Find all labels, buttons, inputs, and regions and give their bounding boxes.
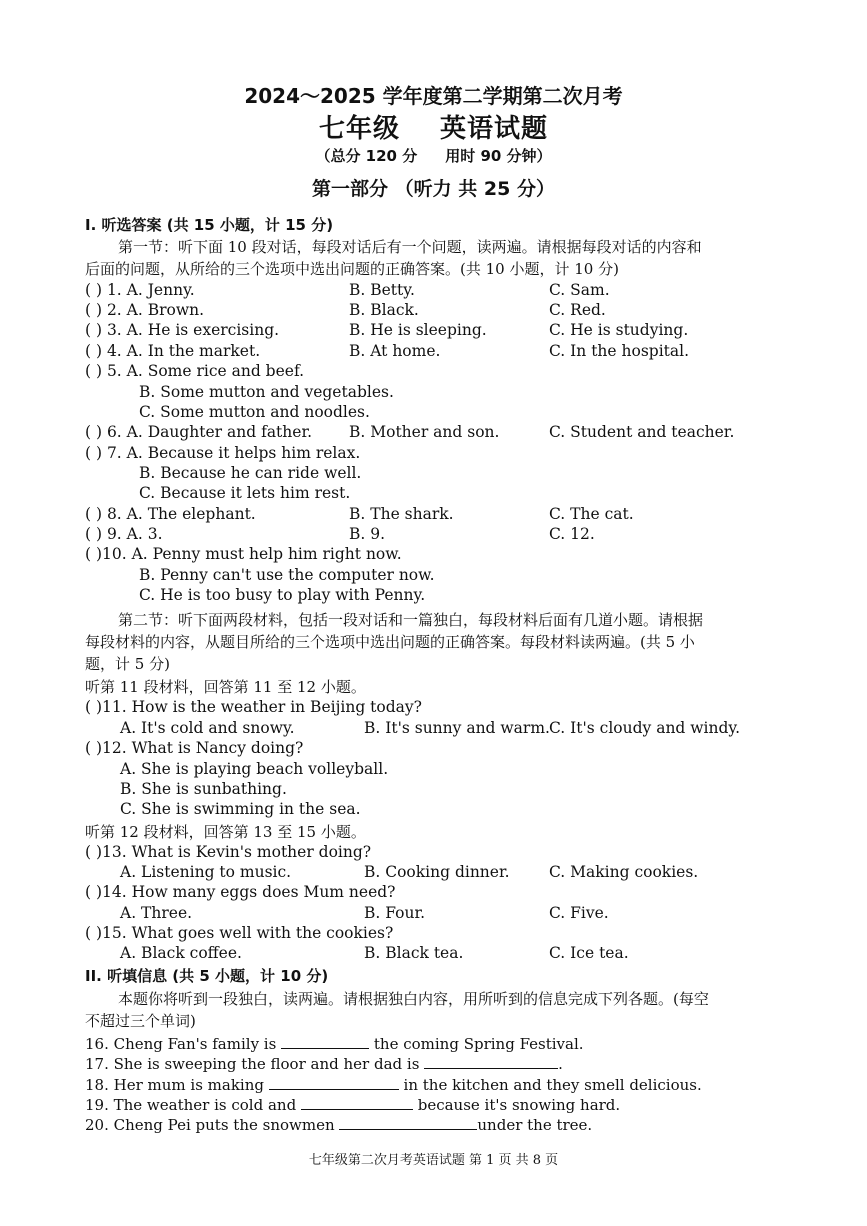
question-13-b: B. Cooking dinner.: [364, 863, 510, 881]
question-12-b-row: [0, 780, 867, 800]
question-5-b: B. Some mutton and vegetables.: [139, 383, 394, 401]
question-13-options: [0, 863, 867, 883]
question-3-c: C. He is studying.: [549, 321, 689, 339]
page-footer: 七年级第二次月考英语试题 第 1 页 共 8 页: [308, 1153, 559, 1168]
section-two-intro-1: 本题你将听到一段独白，读两遍。请根据独白内容，用所听到的信息完成下列各题。(每空: [118, 990, 709, 1008]
question-18: [85, 1075, 702, 1094]
question-20: [85, 1115, 592, 1134]
question-4-a: ( ) 4. A. In the market.: [85, 342, 261, 360]
question-11-b: B. It's sunny and warm.: [364, 719, 550, 737]
question-1-a: ( ) 1. A. Jenny.: [85, 281, 195, 299]
question-8-b: B. The shark.: [349, 505, 454, 523]
question-5-c-row: [0, 403, 867, 423]
question-6-a: ( ) 6. A. Daughter and father.: [85, 423, 313, 441]
question-15-b: B. Black tea.: [364, 944, 464, 962]
section-two-title: II. 听填信息 (共 5 小题，计 10 分): [85, 967, 329, 985]
question-10-b: B. Penny can't use the computer now.: [139, 566, 435, 584]
question-18-blank[interactable]: [269, 1075, 399, 1090]
question-15-c: C. Ice tea.: [549, 944, 629, 962]
question-7-b-row: [0, 464, 867, 484]
question-13-a: A. Listening to music.: [120, 863, 292, 881]
question-14-options: [0, 904, 867, 924]
question-6-b: B. Mother and son.: [349, 423, 500, 441]
question-18-before: 18. Her mum is making: [85, 1076, 264, 1094]
question-14-stem: ( )14. How many eggs does Mum need?: [85, 883, 396, 901]
question-14-b: B. Four.: [364, 904, 426, 922]
question-12-stem: ( )12. What is Nancy doing?: [85, 739, 304, 757]
exam-main-title: [0, 108, 867, 145]
question-15-options: [0, 944, 867, 964]
question-7-b: B. Because he can ride well.: [139, 464, 362, 482]
question-14-a: A. Three.: [120, 904, 193, 922]
question-4-b: B. At home.: [349, 342, 441, 360]
question-16-before: 16. Cheng Fan's family is: [85, 1035, 277, 1053]
question-9-c: C. 12.: [549, 525, 595, 543]
question-13-stem: ( )13. What is Kevin's mother doing?: [85, 843, 372, 861]
question-17-after: .: [558, 1055, 563, 1073]
question-20-before: 20. Cheng Pei puts the snowmen: [85, 1116, 335, 1134]
question-10-b-row: [0, 566, 867, 586]
question-14: [0, 883, 867, 903]
question-12-c-row: [0, 800, 867, 820]
question-15: [0, 924, 867, 944]
question-10: [0, 545, 867, 565]
question-9-a: ( ) 9. A. 3.: [85, 525, 163, 543]
question-6-c: C. Student and teacher.: [549, 423, 735, 441]
question-8: [0, 505, 867, 525]
question-14-c: C. Five.: [549, 904, 609, 922]
exam-info: [0, 145, 867, 166]
question-7-c-row: [0, 484, 867, 504]
section-one-part2-intro-2: 每段材料的内容，从题目所给的三个选项中选出问题的正确答案。每段材料读两遍。(共 5 小: [85, 633, 695, 651]
question-4-c: C. In the hospital.: [549, 342, 690, 360]
question-12-a: A. She is playing beach volleyball.: [120, 760, 389, 778]
question-11: [0, 698, 867, 718]
time-limit: 用时 90 分钟）: [445, 147, 552, 165]
section-one-part2-intro-3: 题，计 5 分): [85, 655, 170, 673]
section-one-title: I. 听选答案 (共 15 小题，计 15 分): [85, 216, 334, 234]
question-7-c: C. Because it lets him rest.: [139, 484, 351, 502]
question-5-a: ( ) 5. A. Some rice and beef.: [85, 362, 305, 380]
question-17-before: 17. She is sweeping the floor and her dad is: [85, 1055, 420, 1073]
question-2: [0, 301, 867, 321]
question-12-c: C. She is swimming in the sea.: [120, 800, 361, 818]
question-12: [0, 739, 867, 759]
question-3: [0, 321, 867, 341]
question-11-c: C. It's cloudy and windy.: [549, 719, 741, 737]
question-18-after: in the kitchen and they smell delicious.: [403, 1076, 702, 1094]
question-6: [0, 423, 867, 443]
question-5-c: C. Some mutton and noodles.: [139, 403, 370, 421]
section-one-intro-2: 后面的问题，从所给的三个选项中选出问题的正确答案。(共 10 小题，计 10 分): [85, 260, 619, 278]
question-19: [85, 1095, 620, 1114]
question-11-options: [0, 719, 867, 739]
question-15-a: A. Black coffee.: [120, 944, 242, 962]
material-12-instruction: 听第 12 段材料，回答第 13 至 15 小题。: [85, 823, 366, 841]
question-13: [0, 843, 867, 863]
question-19-blank[interactable]: [301, 1095, 413, 1110]
material-11-instruction: 听第 11 段材料，回答第 11 至 12 小题。: [85, 678, 366, 696]
question-20-blank[interactable]: [339, 1115, 477, 1130]
question-17-blank[interactable]: [424, 1054, 558, 1069]
question-20-after: under the tree.: [477, 1116, 593, 1134]
question-9-b: B. 9.: [349, 525, 386, 543]
question-16-after: the coming Spring Festival.: [373, 1035, 584, 1053]
question-9: [0, 525, 867, 545]
question-3-b: B. He is sleeping.: [349, 321, 487, 339]
question-11-stem: ( )11. How is the weather in Beijing today?: [85, 698, 422, 716]
question-4: [0, 342, 867, 362]
question-10-c: C. He is too busy to play with Penny.: [139, 586, 426, 604]
question-12-b: B. She is sunbathing.: [120, 780, 287, 798]
question-15-stem: ( )15. What goes well with the cookies?: [85, 924, 394, 942]
question-7-a: ( ) 7. A. Because it helps him relax.: [85, 444, 361, 462]
part-one-title: 第一部分 （听力 共 25 分）: [312, 178, 555, 200]
question-11-a: A. It's cold and snowy.: [120, 719, 295, 737]
question-2-a: ( ) 2. A. Brown.: [85, 301, 205, 319]
total-score: （总分 120 分: [315, 147, 418, 165]
exam-year-title: 2024～2025 学年度第二学期第二次月考: [244, 84, 623, 108]
question-1: [0, 281, 867, 301]
question-16: [85, 1034, 584, 1053]
question-13-c: C. Making cookies.: [549, 863, 699, 881]
question-3-a: ( ) 3. A. He is exercising.: [85, 321, 280, 339]
question-8-a: ( ) 8. A. The elephant.: [85, 505, 256, 523]
question-8-c: C. The cat.: [549, 505, 634, 523]
question-5-b-row: [0, 383, 867, 403]
section-two-intro-2: 不超过三个单词): [85, 1012, 196, 1030]
subject-label: 英语试题: [440, 114, 549, 144]
question-1-c: C. Sam.: [549, 281, 610, 299]
question-5: [0, 362, 867, 382]
question-16-blank[interactable]: [281, 1034, 369, 1049]
question-19-before: 19. The weather is cold and: [85, 1096, 297, 1114]
question-1-b: B. Betty.: [349, 281, 415, 299]
question-17: [85, 1054, 563, 1073]
section-one-intro-1: 第一节：听下面 10 段对话，每段对话后有一个问题，读两遍。请根据每段对话的内容和: [118, 238, 702, 256]
question-19-after: because it's snowing hard.: [417, 1096, 621, 1114]
question-10-c-row: [0, 586, 867, 606]
question-2-b: B. Black.: [349, 301, 419, 319]
question-10-a: ( )10. A. Penny must help him right now.: [85, 545, 402, 563]
section-one-part2-intro-1: 第二节：听下面两段材料，包括一段对话和一篇独白，每段材料后面有几道小题。请根据: [118, 611, 704, 629]
grade-label: 七年级: [318, 114, 400, 144]
question-12-a-row: [0, 760, 867, 780]
question-7: [0, 444, 867, 464]
question-2-c: C. Red.: [549, 301, 606, 319]
